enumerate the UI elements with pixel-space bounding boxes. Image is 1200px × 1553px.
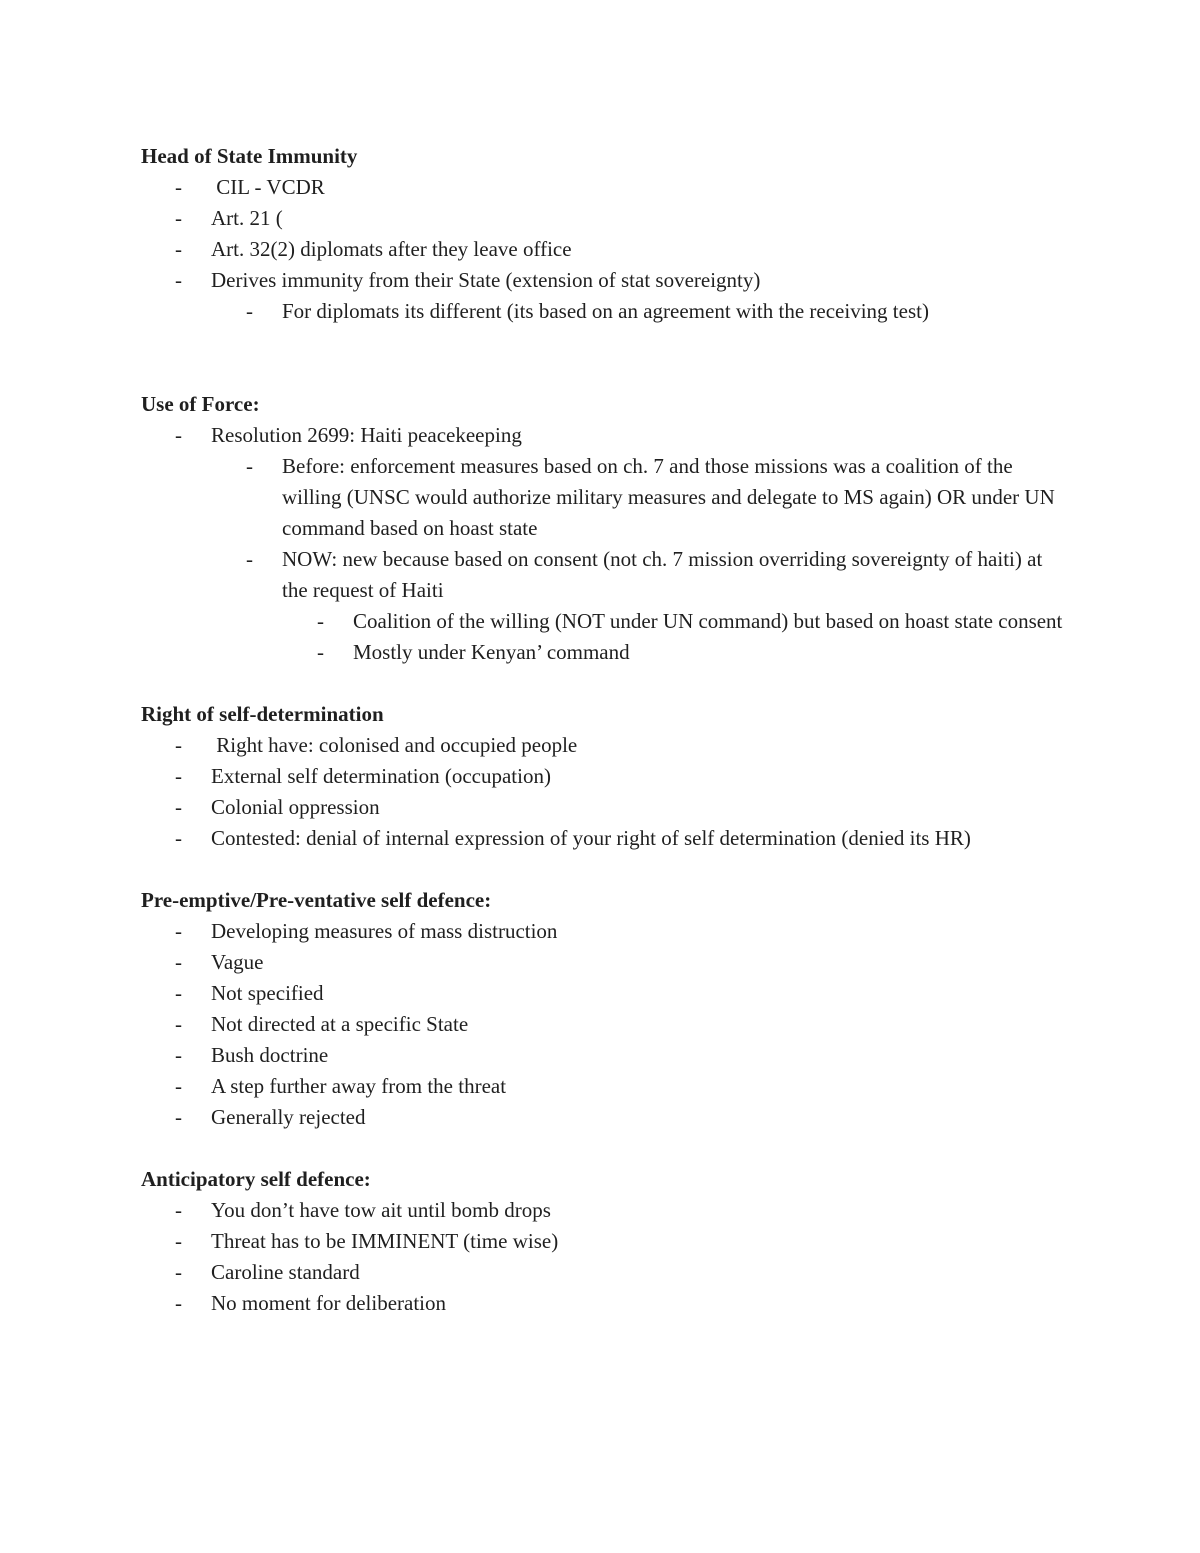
list-item bbox=[141, 916, 1071, 947]
list-item-text: Resolution 2699: Haiti peacekeeping bbox=[211, 423, 522, 447]
list-item-text: Mostly under Kenyan’ command bbox=[353, 640, 630, 664]
list-item-text: Art. 21 ( bbox=[211, 206, 283, 230]
list-item-text: A step further away from the threat bbox=[211, 1074, 507, 1098]
list-item bbox=[141, 265, 1071, 296]
bullet-dash: - bbox=[175, 1198, 182, 1222]
list-item-text: Derives immunity from their State (extension of stat sovereignty) bbox=[211, 268, 761, 292]
section-heading: Anticipatory self defence: bbox=[141, 1167, 371, 1191]
list-item-text: No moment for deliberation bbox=[211, 1291, 447, 1315]
list-item bbox=[141, 823, 1071, 854]
bullet-dash: - bbox=[175, 1291, 182, 1315]
bullet-dash: - bbox=[175, 268, 182, 292]
list-item bbox=[141, 544, 1071, 606]
document-content bbox=[141, 141, 1071, 1319]
bullet-dash: - bbox=[175, 1043, 182, 1067]
list-item bbox=[141, 1226, 1071, 1257]
bullet-dash: - bbox=[175, 206, 182, 230]
bullet-dash: - bbox=[175, 795, 182, 819]
bullet-dash: - bbox=[246, 547, 253, 571]
list-item bbox=[141, 203, 1071, 234]
list-item bbox=[141, 637, 1071, 668]
list-item-text: Right have: colonised and occupied people bbox=[211, 733, 578, 757]
section-heading: Head of State Immunity bbox=[141, 144, 358, 168]
list-item bbox=[141, 730, 1071, 761]
section-anticipatory-self-defence bbox=[141, 1164, 1071, 1319]
bullet-dash: - bbox=[175, 1074, 182, 1098]
bullet-dash: - bbox=[175, 826, 182, 850]
bullet-dash: - bbox=[317, 640, 324, 664]
list-item-text: Colonial oppression bbox=[211, 795, 380, 819]
bullet-dash: - bbox=[175, 764, 182, 788]
section-spacer bbox=[141, 854, 1071, 885]
list-item bbox=[141, 1257, 1071, 1288]
list-item bbox=[141, 1102, 1071, 1133]
list-item bbox=[141, 1040, 1071, 1071]
bullet-dash: - bbox=[317, 609, 324, 633]
section-heading: Pre-emptive/Pre-ventative self defence: bbox=[141, 888, 492, 912]
bullet-dash: - bbox=[175, 1229, 182, 1253]
section-spacer bbox=[141, 1133, 1071, 1164]
list-item bbox=[141, 947, 1071, 978]
list-item-text: Coalition of the willing (NOT under UN command) but based on hoast state consent bbox=[353, 609, 1063, 633]
list-item bbox=[141, 1009, 1071, 1040]
bullet-dash: - bbox=[246, 454, 253, 478]
bullet-dash: - bbox=[175, 950, 182, 974]
list-item-text: External self determination (occupation) bbox=[211, 764, 551, 788]
list-item bbox=[141, 978, 1071, 1009]
list-item-text: Threat has to be IMMINENT (time wise) bbox=[211, 1229, 559, 1253]
list-item-text: Caroline standard bbox=[211, 1260, 360, 1284]
bullet-dash: - bbox=[175, 237, 182, 261]
list-item bbox=[141, 1288, 1071, 1319]
list-item-text: Developing measures of mass distruction bbox=[211, 919, 558, 943]
list-item bbox=[141, 234, 1071, 265]
section-spacer bbox=[141, 327, 1071, 389]
list-item-text: Vague bbox=[211, 950, 264, 974]
list-item bbox=[141, 761, 1071, 792]
list-item-text: Not directed at a specific State bbox=[211, 1012, 469, 1036]
list-item-text: Bush doctrine bbox=[211, 1043, 329, 1067]
list-item bbox=[141, 792, 1071, 823]
list-item bbox=[141, 172, 1071, 203]
section-heading: Right of self-determination bbox=[141, 702, 384, 726]
bullet-dash: - bbox=[175, 1012, 182, 1036]
section-pre-emptive-self-defence bbox=[141, 885, 1071, 1133]
bullet-dash: - bbox=[246, 299, 253, 323]
list-item bbox=[141, 1195, 1071, 1226]
list-item-text: NOW: new because based on consent (not ch. 7 mission overriding sovereignty of haiti) at the request of Haiti bbox=[282, 547, 1043, 602]
list-item bbox=[141, 420, 1071, 451]
section-spacer bbox=[141, 668, 1071, 699]
bullet-dash: - bbox=[175, 981, 182, 1005]
list-item-text: Art. 32(2) diplomats after they leave office bbox=[211, 237, 572, 261]
bullet-dash: - bbox=[175, 1105, 182, 1129]
list-item bbox=[141, 606, 1071, 637]
section-self-determination bbox=[141, 699, 1071, 854]
list-item bbox=[141, 1071, 1071, 1102]
list-item bbox=[141, 451, 1071, 544]
list-item-text: Generally rejected bbox=[211, 1105, 366, 1129]
list-item bbox=[141, 296, 1071, 327]
bullet-dash: - bbox=[175, 1260, 182, 1284]
section-heading: Use of Force: bbox=[141, 392, 260, 416]
list-item-text: Not specified bbox=[211, 981, 324, 1005]
list-item-text: Before: enforcement measures based on ch. 7 and those missions was a coalition of the willing (UNSC would authorize military measures and delegate to MS again) OR under UN command based on hoast state bbox=[282, 454, 1055, 540]
bullet-dash: - bbox=[175, 919, 182, 943]
section-head-of-state-immunity bbox=[141, 141, 1071, 327]
section-use-of-force bbox=[141, 389, 1071, 668]
list-item-text: You don’t have tow ait until bomb drops bbox=[211, 1198, 551, 1222]
bullet-dash: - bbox=[175, 733, 182, 757]
list-item-text: CIL - VCDR bbox=[211, 175, 325, 199]
bullet-dash: - bbox=[175, 175, 182, 199]
list-item-text: For diplomats its different (its based on an agreement with the receiving test) bbox=[282, 299, 929, 323]
list-item-text: Contested: denial of internal expression of your right of self determination (denied its HR) bbox=[211, 826, 971, 850]
bullet-dash: - bbox=[175, 423, 182, 447]
